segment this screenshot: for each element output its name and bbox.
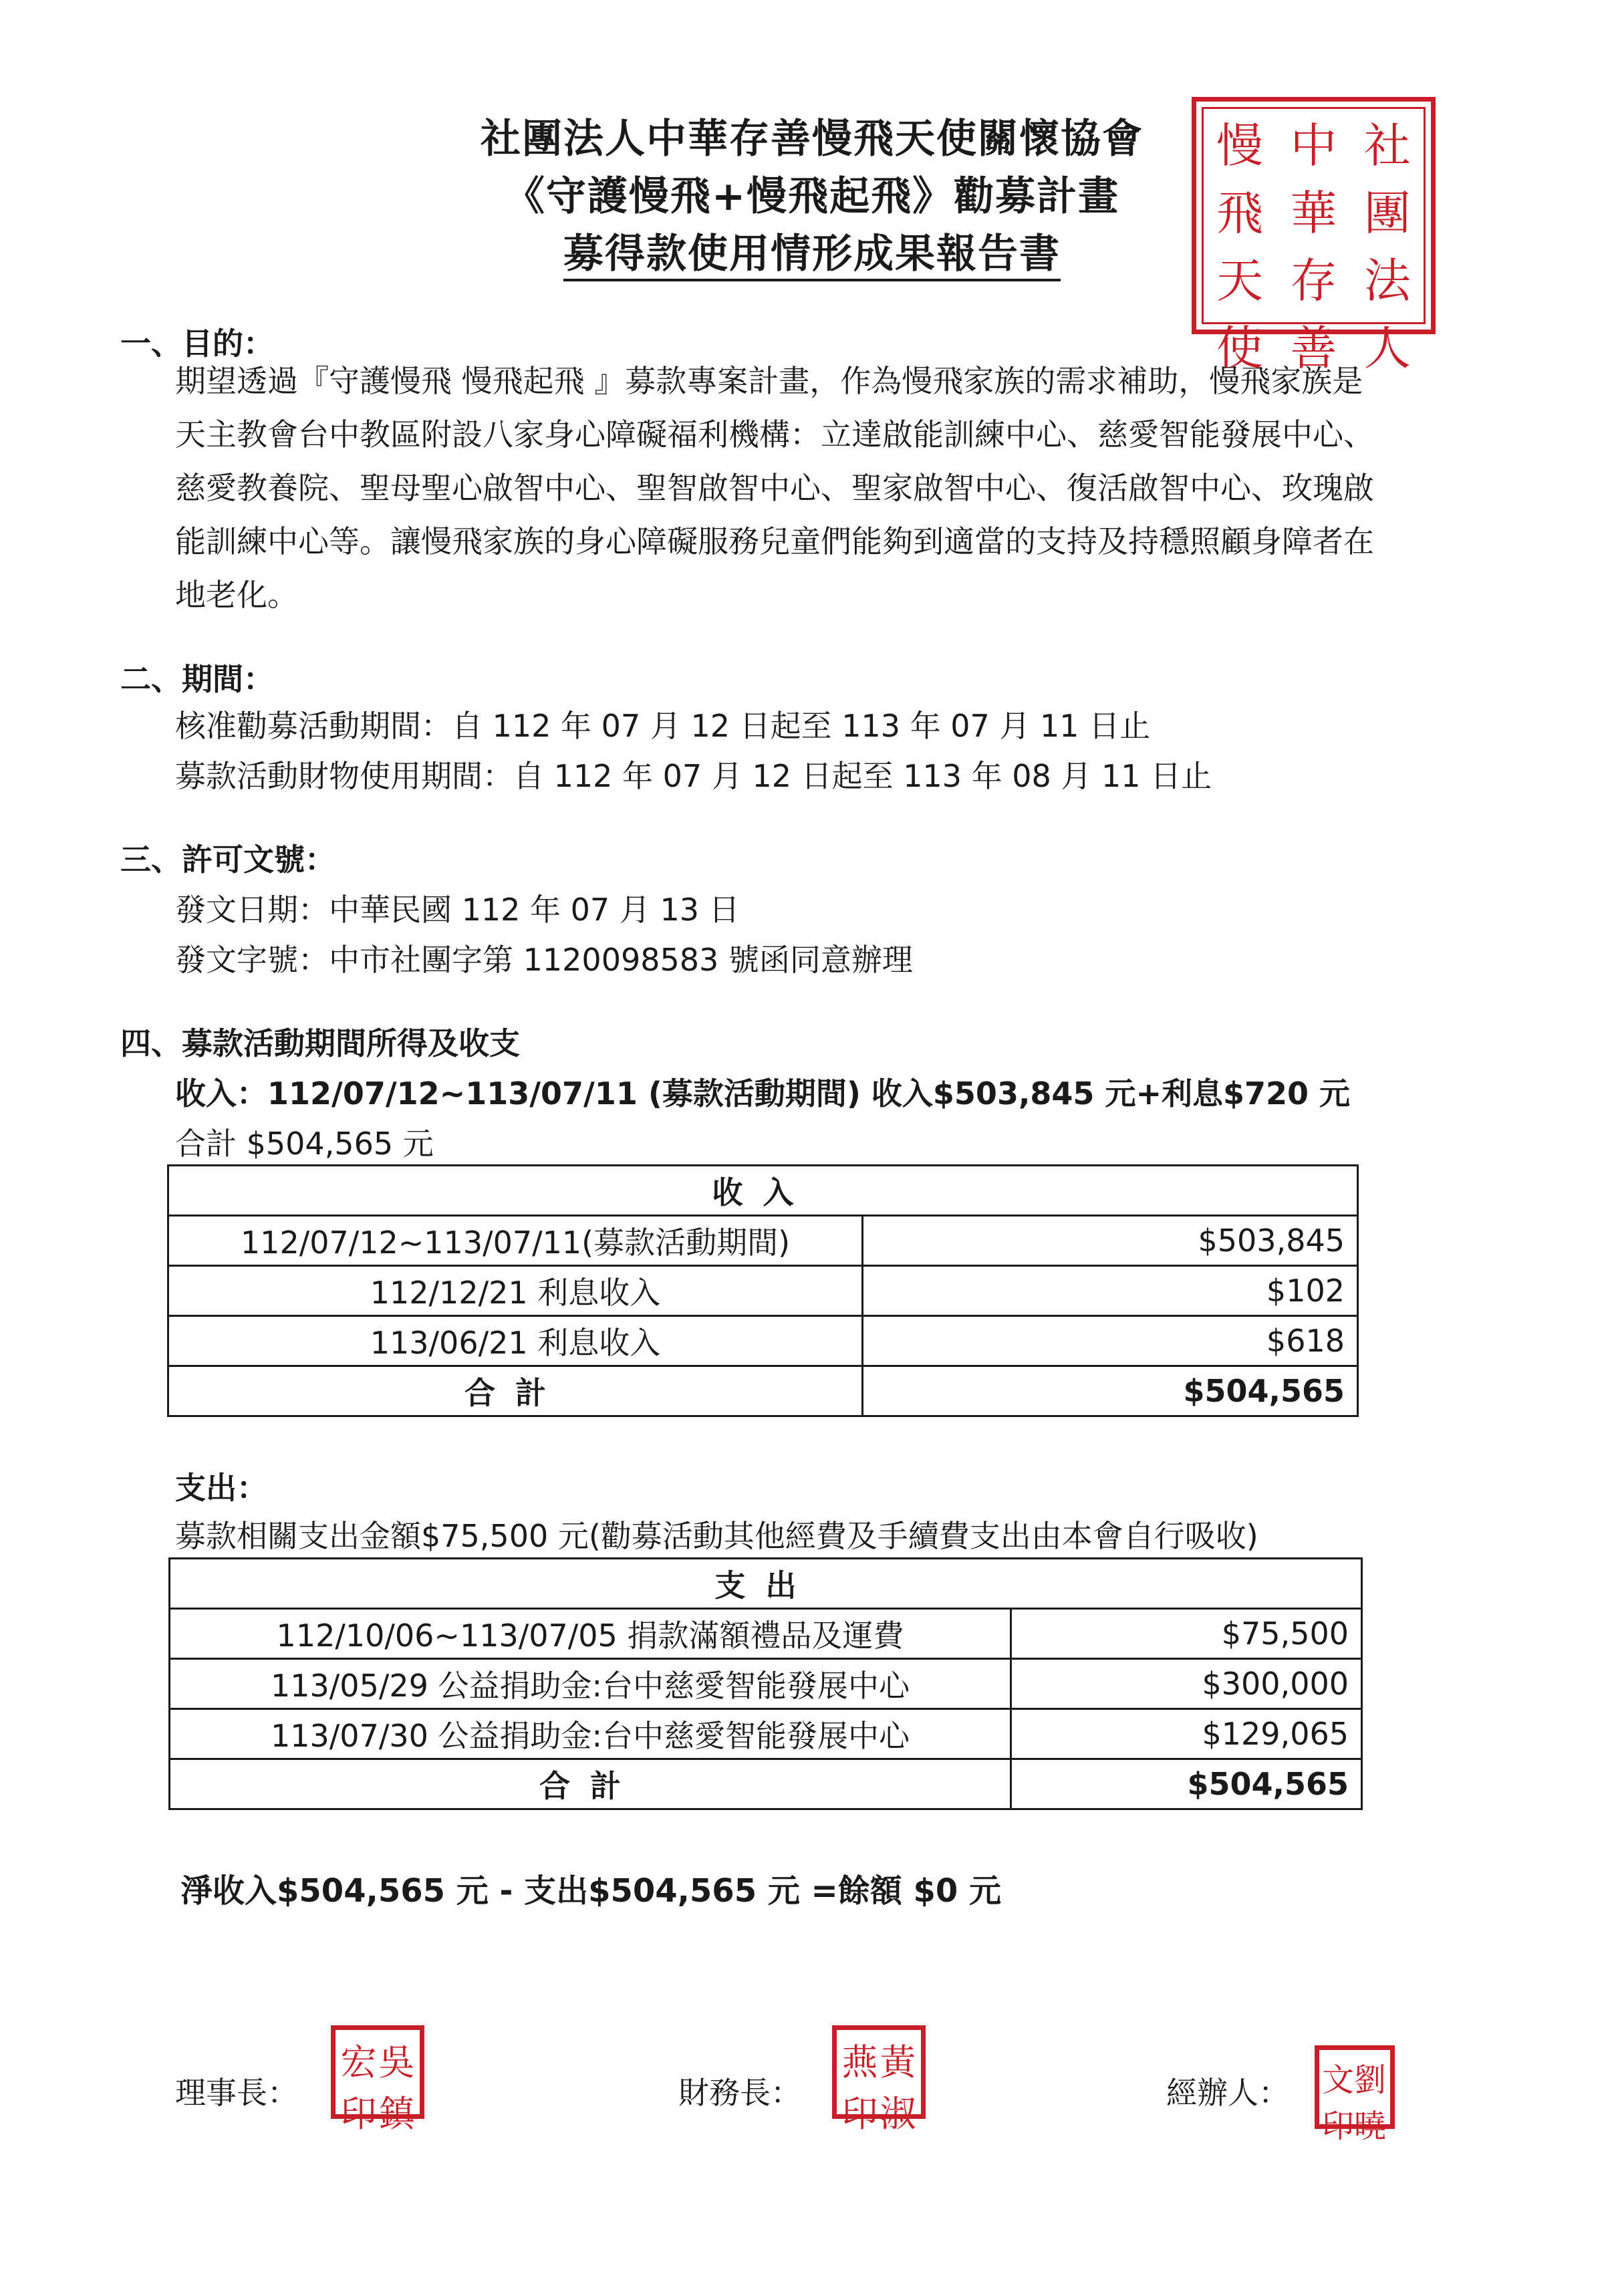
section1-line: 慈愛教養院、聖母聖心啟智中心、聖智啟智中心、聖家啟智中心、復活啟智中心、玫瑰啟 [175,470,1374,506]
seal-char: 印 [841,2093,878,2135]
title-report-text: 募得款使用情形成果報告書 [563,231,1061,281]
seal-char: 人 [1363,321,1411,376]
chairman-label: 理事長： [175,2075,298,2111]
seal-char: 淑 [880,2093,916,2135]
section1-line: 天主教會台中教區附設八家身心障礙福利機構：立達啟能訓練中心、慈愛智能發展中心、 [175,416,1374,453]
seal-char: 曉 [1353,2108,1386,2145]
handler-seal [1315,2045,1395,2145]
income-total-amount: $504,565 [863,1366,1358,1416]
title-project: 《守護慢飛+慢飛起飛》勸募計畫 [504,173,1120,220]
expense-table-header: 支出 [170,1559,1362,1609]
treasurer-seal [832,2025,926,2135]
title-organization: 社團法人中華存善慢飛天使關懷協會 [481,116,1144,162]
seal-char: 天 [1216,253,1264,308]
income-row-label: 112/12/21 利息收入 [168,1266,863,1316]
expense-row-label: 113/07/30 公益捐助金:台中慈愛智能發展中心 [170,1709,1011,1759]
income-table-header: 收入 [168,1166,1358,1216]
section3-heading: 三、許可文號： [120,842,336,878]
seal-char: 法 [1363,253,1411,308]
expense-table [168,1557,1363,1810]
chairman-seal [331,2025,424,2135]
section1-body [175,354,1505,622]
seal-char: 中 [1290,118,1337,173]
expense-total-amount: $504,565 [1011,1759,1362,1809]
seal-char: 劉 [1353,2061,1386,2099]
handler-label: 經辦人： [1166,2075,1289,2111]
table-row [170,1659,1362,1709]
title-report [428,225,1196,283]
seal-char: 文 [1321,2061,1354,2099]
section2-heading: 二、期間： [120,661,274,697]
approved-period: 核准勸募活動期間：自 112 年 07 月 12 日起至 113 年 07 月 11 日止 [175,708,1151,744]
table-row [168,1216,1358,1266]
seal-char: 慢 [1216,118,1264,173]
section1-line: 能訓練中心等。讓慢飛家族的身心障礙服務兒童們能夠到適當的支持及持穩照顧身障者在 [175,523,1374,559]
seal-char: 存 [1290,253,1337,308]
issue-number: 發文字號：中市社團字第 1120098583 號函同意辦理 [175,942,913,978]
income-row-amount: $618 [863,1316,1358,1366]
seal-char: 使 [1216,321,1264,376]
seal-char: 善 [1290,321,1337,376]
title-block [428,110,1196,283]
expense-row-label: 113/05/29 公益捐助金:台中慈愛智能發展中心 [170,1659,1011,1709]
issue-date: 發文日期：中華民國 112 年 07 月 13 日 [175,892,740,928]
seal-char: 印 [1321,2108,1354,2145]
expense-row-amount: $129,065 [1011,1709,1362,1759]
table-row [170,1559,1362,1609]
table-row [170,1759,1362,1809]
section1-line: 期望透過『守護慢飛 慢飛起飛 』募款專案計畫，作為慢飛家族的需求補助，慢飛家族是 [175,363,1363,399]
table-row [168,1366,1358,1416]
expense-total-label: 合計 [170,1759,1011,1809]
income-row-label: 113/06/21 利息收入 [168,1316,863,1366]
expense-row-label: 112/10/06~113/07/05 捐款滿額禮品及運費 [170,1609,1011,1659]
seal-char: 社 [1363,118,1411,173]
usage-period: 募款活動財物使用期間：自 112 年 07 月 12 日起至 113 年 08 月 11 日止 [175,758,1212,794]
expense-summary: 募款相關支出金額$75,500 元(勸募活動其他經費及手續費支出由本會自行吸收) [175,1518,1258,1554]
treasurer-label: 財務長： [678,2075,801,2111]
seal-char: 燕 [841,2041,878,2083]
table-row [168,1166,1358,1216]
seal-char: 宏 [340,2041,377,2083]
income-total-label: 合計 [168,1366,863,1416]
income-row-amount: $503,845 [863,1216,1358,1266]
seal-char: 飛 [1216,186,1264,241]
income-row-amount: $102 [863,1266,1358,1316]
section1-heading: 一、目的： [120,326,274,362]
net-balance: 淨收入$504,565 元 - 支出$504,565 元 =餘額 $0 元 [180,1872,1001,1910]
seal-char: 黃 [880,2041,916,2083]
expense-heading: 支出： [175,1470,267,1506]
seal-char: 團 [1363,186,1411,241]
section4-heading: 四、募款活動期間所得及收支 [120,1025,520,1061]
table-row [170,1709,1362,1759]
expense-row-amount: $300,000 [1011,1659,1362,1709]
table-row [170,1609,1362,1659]
seal-char: 印 [340,2093,377,2135]
income-total-line: 合計 $504,565 元 [175,1126,434,1162]
income-table [167,1164,1359,1417]
income-summary: 收入：112/07/12~113/07/11 (募款活動期間) 收入$503,845 元+利息$720 元 [175,1075,1351,1112]
seal-char: 鎮 [378,2093,415,2135]
table-row [168,1316,1358,1366]
income-row-label: 112/07/12~113/07/11(募款活動期間) [168,1216,863,1266]
association-seal [1192,97,1436,376]
seal-char: 華 [1290,186,1337,241]
section1-line: 地老化。 [175,577,298,613]
seal-char: 吳 [378,2041,415,2083]
table-row [168,1266,1358,1316]
expense-row-amount: $75,500 [1011,1609,1362,1659]
